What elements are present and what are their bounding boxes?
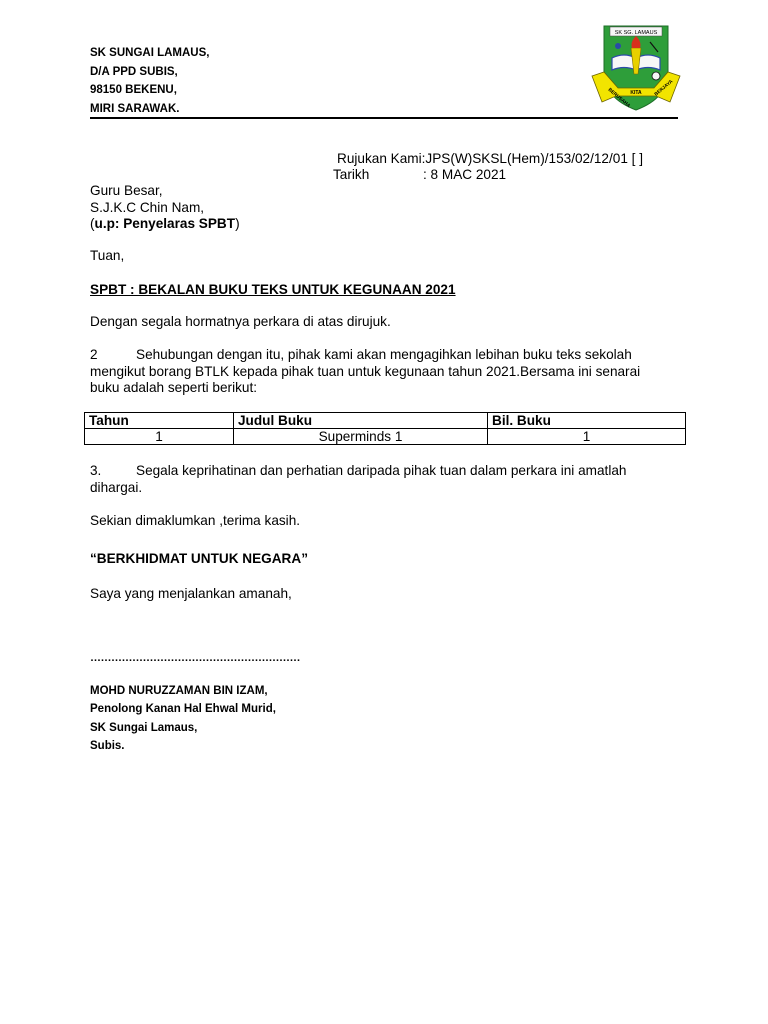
address-line-3: 98150 BEKENU, xyxy=(90,84,177,97)
paragraph-2-text: Sehubungan dengan itu, pihak kami akan mengagihkan lebihan buku teks sekolah mengikut borang BTLK kepada pihak tuan untuk kegunaan tahun 2021.Bersama ini senarai buku adalah seperti berikut: xyxy=(90,347,641,395)
date-value: : 8 MAC 2021 xyxy=(423,167,507,182)
table-cell-bil: 1 xyxy=(488,429,686,445)
table-header-row xyxy=(85,413,686,429)
recipient-block xyxy=(90,183,240,233)
signatory-title: Penolong Kanan Hal Ehwal Murid, xyxy=(90,703,276,716)
table-row xyxy=(85,429,686,445)
address-line-2: D/A PPD SUBIS, xyxy=(90,65,178,78)
signatory-place: Subis. xyxy=(90,739,125,752)
signatory-name: MOHD NURUZZAMAN BIN IZAM, xyxy=(90,685,268,697)
book-table xyxy=(84,412,686,445)
reference-label: Rujukan Kami: xyxy=(337,151,426,166)
paragraph-2 xyxy=(90,347,650,397)
paragraph-3-text: Segala keprihatinan dan perhatian daripada pihak tuan dalam perkara ini amatlah dihargai. xyxy=(90,463,627,495)
attn-open: ( xyxy=(90,216,95,231)
paragraph-1: Dengan segala hormatnya perkara di atas dirujuk. xyxy=(90,314,391,329)
reference-value: JPS(W)SKSL(Hem)/153/02/12/01 [ ] xyxy=(425,151,643,166)
paragraph-3-number: 3. xyxy=(90,463,102,478)
school-logo-icon xyxy=(590,22,682,114)
logo-ribbon-mid: KITA xyxy=(630,90,642,96)
table-header-judul: Judul Buku xyxy=(234,413,488,429)
motto: “BERKHIDMAT UNTUK NEGARA” xyxy=(90,551,308,566)
logo-ribbon-left: BERUSAHA xyxy=(606,87,631,110)
recipient-attention xyxy=(90,216,240,233)
logo-ribbon-right: BERJAYA xyxy=(654,79,675,98)
recipient-line-2: S.J.K.C Chin Nam, xyxy=(90,199,205,215)
paragraph-2-number: 2 xyxy=(90,347,98,362)
signatory-school: SK Sungai Lamaus, xyxy=(90,721,198,734)
letterhead-divider xyxy=(90,117,678,119)
table-cell-tahun: 1 xyxy=(85,429,234,445)
amanah-line: Saya yang menjalankan amanah, xyxy=(90,586,292,601)
signature-block xyxy=(90,682,276,755)
date-line xyxy=(333,167,506,184)
recipient-line-1: Guru Besar, xyxy=(90,183,163,198)
paragraph-3 xyxy=(90,463,650,496)
table-header-bil: Bil. Buku xyxy=(488,413,686,429)
date-label: Tarikh xyxy=(333,167,370,182)
address-line-1: SK SUNGAI LAMAUS, xyxy=(90,47,210,59)
address-line-4: MIRI SARAWAK. xyxy=(90,102,180,115)
letter-subject: SPBT : BEKALAN BUKU TEKS UNTUK KEGUNAAN 2021 xyxy=(90,282,456,297)
table-cell-judul: Superminds 1 xyxy=(234,429,488,445)
school-address xyxy=(90,44,209,118)
logo-top-text: SK SG. LAMAUS xyxy=(614,30,658,36)
closing-line: Sekian dimaklumkan ,terima kasih. xyxy=(90,513,301,528)
attn-close: ) xyxy=(235,216,240,231)
reference-line xyxy=(337,151,643,168)
signature-line: …………………………………………………… xyxy=(90,652,300,664)
greeting: Tuan, xyxy=(90,248,125,263)
table-header-tahun: Tahun xyxy=(85,413,234,429)
attn-text: u.p: Penyelaras SPBT xyxy=(94,216,236,231)
